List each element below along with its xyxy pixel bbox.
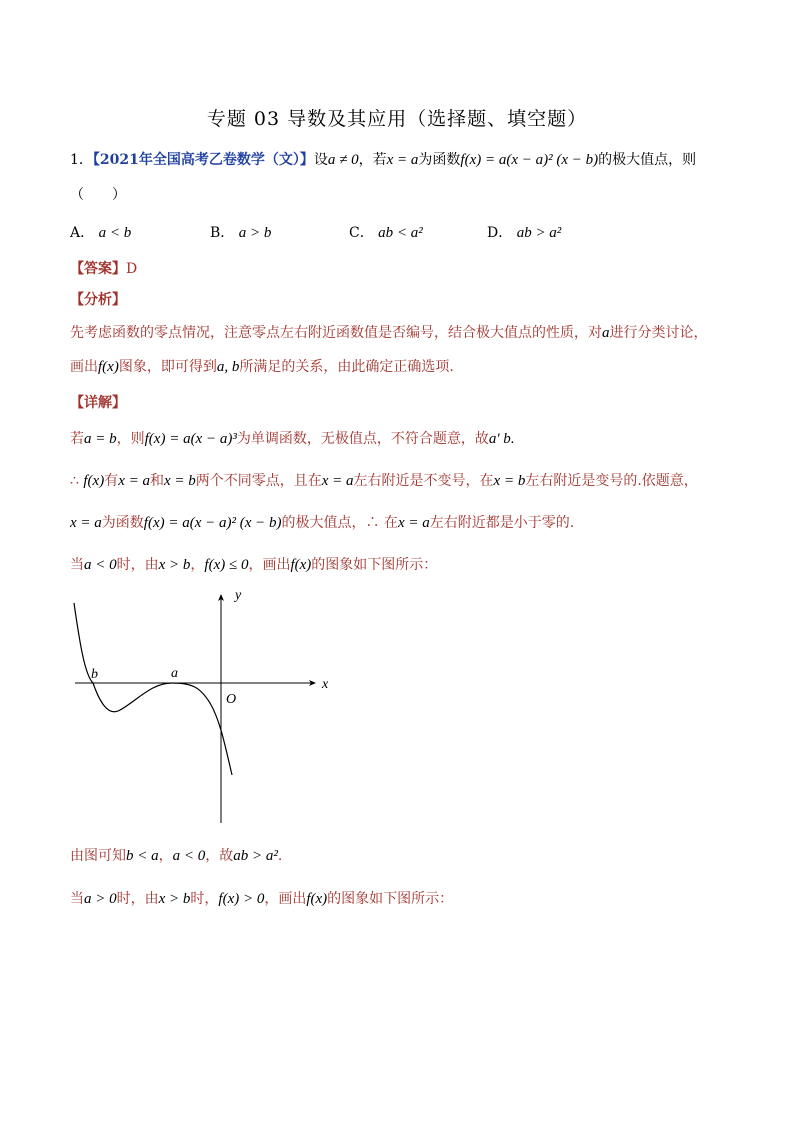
text: ，画出 bbox=[264, 891, 307, 907]
text: 有 bbox=[104, 473, 119, 489]
text: ， bbox=[190, 557, 205, 573]
math-expr: x = a bbox=[118, 473, 150, 489]
analysis-line-2 bbox=[70, 356, 454, 376]
label-a: a bbox=[171, 666, 178, 681]
detail-line-1 bbox=[70, 428, 515, 448]
text: 为单调函数，无极值点，不符合题意，故 bbox=[236, 431, 489, 447]
math-expr: f(x) bbox=[83, 473, 105, 489]
math-expr: x = a bbox=[321, 473, 354, 489]
question-text: 的极大值点，则 bbox=[598, 152, 697, 168]
math-expr: x > b bbox=[158, 891, 191, 907]
math-expr: a > 0 bbox=[84, 891, 117, 907]
text: 画出 bbox=[70, 359, 98, 375]
question-number: 1． bbox=[70, 152, 93, 168]
answer-value: D bbox=[126, 261, 138, 277]
question-text: 为函数 bbox=[418, 152, 461, 168]
math-expr: x > b bbox=[158, 557, 191, 573]
math-expr: x = b bbox=[493, 473, 526, 489]
analysis-label: 【分析】 bbox=[70, 292, 126, 308]
text: 的图象如下图所示： bbox=[327, 891, 454, 907]
text: ，故 bbox=[205, 848, 234, 864]
text: 所满足的关系，由此确定正确选项. bbox=[239, 359, 454, 375]
text: . bbox=[277, 848, 283, 864]
math-expr: f(x) bbox=[306, 891, 328, 907]
text: 的极大值点，∴ 在 bbox=[281, 515, 398, 531]
option-expr: ab > a² bbox=[516, 225, 562, 241]
text: 两个不同零点，且在 bbox=[195, 473, 322, 489]
math-expr: a = b bbox=[84, 431, 117, 447]
option-c bbox=[349, 222, 423, 242]
text: 先考虑函数的零点情况，注意零点左右附近函数值是否编号，结合极大值点的性质，对 bbox=[70, 325, 602, 341]
math-expr: a' b bbox=[488, 431, 511, 447]
text: ，则 bbox=[116, 431, 145, 447]
therefore-symbol: ∴ bbox=[70, 473, 79, 489]
question-text: 设 bbox=[313, 152, 328, 168]
math-expr: f(x) > 0 bbox=[218, 891, 265, 907]
math-expr: a < 0 bbox=[84, 557, 117, 573]
math-expr: a < 0 bbox=[172, 848, 206, 864]
text: 为函数 bbox=[101, 515, 144, 531]
math-expr: f(x) = a(x − a)² (x − b) bbox=[143, 515, 282, 531]
text: 左右附近都是小于零的. bbox=[429, 515, 575, 531]
math-expr: f(x) ≤ 0 bbox=[204, 557, 249, 573]
math-expr: f(x) = a(x − a)³ bbox=[144, 431, 237, 447]
curve bbox=[74, 603, 232, 775]
text: 的图象如下图所示： bbox=[311, 557, 438, 573]
answer-line bbox=[70, 258, 137, 278]
label-y: y bbox=[235, 588, 242, 603]
text: 由图可知 bbox=[70, 848, 126, 864]
math-expr: ab > a² bbox=[233, 848, 278, 864]
math-expr: b < a bbox=[126, 848, 159, 864]
option-label: B． bbox=[210, 225, 235, 241]
detail-line-6 bbox=[70, 888, 453, 908]
option-b bbox=[210, 222, 271, 242]
text: 时，由 bbox=[116, 891, 159, 907]
text: 进行分类讨论， bbox=[609, 325, 708, 341]
math-expr: x = a bbox=[397, 515, 430, 531]
text: 左右附近是不变号，在 bbox=[353, 473, 494, 489]
math-expr: x = a bbox=[70, 515, 102, 531]
option-expr: a > b bbox=[238, 225, 272, 241]
option-d bbox=[487, 222, 561, 242]
detail-line-4 bbox=[70, 554, 437, 574]
text: 当 bbox=[70, 557, 84, 573]
option-label: A． bbox=[70, 225, 95, 241]
option-a bbox=[70, 222, 131, 242]
analysis-line-1 bbox=[70, 322, 708, 342]
page-title: 专题 03 导数及其应用（选择题、填空题） bbox=[206, 108, 588, 130]
math-expr: f(x) bbox=[290, 557, 312, 573]
detail-line-3 bbox=[70, 512, 574, 532]
text: 图象，即可得到 bbox=[118, 359, 217, 375]
label-origin: O bbox=[226, 692, 237, 707]
detail-line-5 bbox=[70, 845, 282, 865]
label-b: b bbox=[91, 667, 98, 682]
question-source: 【2021年全国高考乙卷数学（文）】 bbox=[92, 152, 314, 168]
math-expr: f(x) = a(x − a)² (x − b) bbox=[460, 152, 599, 168]
question-line bbox=[70, 149, 696, 169]
text: 时， bbox=[190, 891, 219, 907]
text: 当 bbox=[70, 891, 84, 907]
math-expr: a bbox=[602, 325, 610, 341]
math-expr: x = a bbox=[386, 152, 419, 168]
text: 时，由 bbox=[116, 557, 159, 573]
detail-line-2 bbox=[70, 470, 698, 490]
label-x: x bbox=[322, 677, 329, 692]
answer-label: 【答案】 bbox=[70, 261, 126, 277]
text: ， bbox=[158, 848, 173, 864]
detail-label: 【详解】 bbox=[70, 395, 126, 411]
text: ，画出 bbox=[248, 557, 291, 573]
function-graph bbox=[60, 585, 350, 830]
option-label: D． bbox=[487, 225, 513, 241]
math-expr: f(x) bbox=[98, 359, 119, 375]
option-label: C． bbox=[349, 225, 374, 241]
text: 若 bbox=[70, 431, 84, 447]
math-expr: a, b bbox=[216, 359, 240, 375]
text: 左右附近是变号的.依题意， bbox=[525, 473, 698, 489]
option-expr: ab < a² bbox=[378, 225, 423, 241]
option-expr: a < b bbox=[98, 225, 132, 241]
text: . bbox=[510, 431, 515, 447]
math-expr: a ≠ 0 bbox=[327, 152, 359, 168]
question-paren: （ ） bbox=[70, 187, 126, 203]
text: 和 bbox=[149, 473, 164, 489]
math-expr: x = b bbox=[163, 473, 196, 489]
question-text: ，若 bbox=[358, 152, 387, 168]
